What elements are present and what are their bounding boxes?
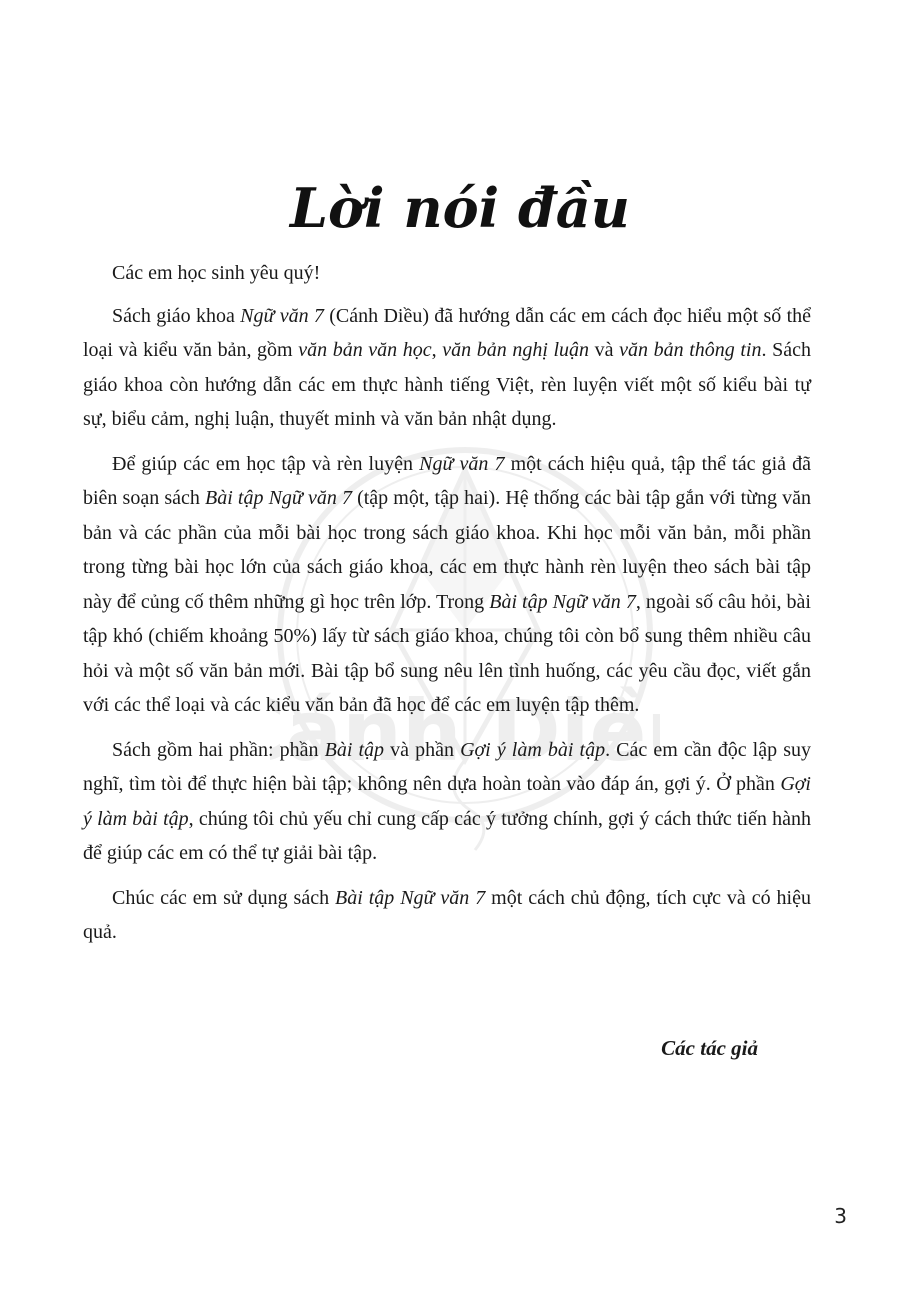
text-run: (Cánh Diều) đã hướng dẫn các em cách đọc hiểu một số thể loại và kiểu văn bản, gồm	[83, 304, 812, 361]
italic-title-run: Bài tập Ngữ văn 7	[335, 886, 486, 909]
page-number: 3	[834, 1204, 847, 1228]
italic-title-run: Ngữ văn 7	[419, 452, 505, 475]
italic-title-run: Bài tập	[324, 738, 385, 761]
page-title: Lời nói đầu	[290, 176, 630, 240]
italic-title-run: văn bản văn học	[298, 339, 432, 361]
signature: Các tác giả	[661, 1036, 758, 1060]
greeting: Các em học sinh yêu quý!	[112, 262, 321, 284]
paragraph-intro	[83, 299, 811, 437]
text-run: . Các em cần độc lập suy nghĩ, tìm tòi để thực hiện bài tập; không nên dựa hoàn toàn vào đáp án, gợi ý. Ở phần	[83, 738, 811, 795]
text-run: và	[589, 339, 620, 361]
paragraph-purpose	[83, 447, 811, 723]
text-run: , ngoài số câu hỏi, bài tập khó (chiếm khoảng 50%) lấy từ sách giáo khoa, chúng tôi còn bổ sung thêm nhiều câu hỏi và một số văn bản mới. Bài tập bổ sung nêu lên tình huống, các yêu cầu đọc, viết gắn với các thể loại và các kiểu văn bản đã học để các em luyện tập thêm.	[83, 590, 811, 716]
paragraph-structure	[83, 733, 811, 871]
text-run: Để giúp các em học tập và rèn luyện	[112, 452, 420, 475]
italic-title-run: Gợi ý làm bài tập	[83, 773, 811, 830]
text-run: ,	[431, 339, 443, 361]
italic-title-run: Gợi ý làm bài tập	[460, 738, 606, 761]
paragraph-wishes	[83, 881, 811, 950]
text-run: . Sách giáo khoa còn hướng dẫn các em thực hành tiếng Việt, rèn luyện viết một số kiểu bài tự sự, biểu cảm, nghị luận, thuyết minh và văn bản nhật dụng.	[83, 339, 811, 430]
text-run: Sách giáo khoa	[112, 304, 241, 327]
text-run: và phần	[384, 738, 461, 761]
text-run: Sách gồm hai phần: phần	[112, 738, 325, 761]
italic-title-run: Bài tập Ngữ văn 7	[489, 590, 636, 613]
text-run: Chúc các em sử dụng sách	[112, 886, 336, 909]
italic-title-run: văn bản thông tin	[619, 339, 762, 361]
italic-title-run: Ngữ văn 7	[240, 304, 324, 327]
preface-body	[83, 256, 811, 960]
text-run: , chúng tôi chủ yếu chỉ cung cấp các ý tưởng chính, gợi ý cách thức tiến hành để giúp các em có thể tự giải bài tập.	[83, 807, 812, 864]
italic-title-run: văn bản nghị luận	[442, 339, 590, 361]
svg-text:Cánh Diều: ánh Diề	[285, 682, 647, 780]
text-run: một cách chủ động, tích cực và có hiệu quả.	[83, 886, 811, 943]
text-run: (tập một, tập hai). Hệ thống các bài tập gắn với từng văn bản và các phần của mỗi bài học trong sách giáo khoa. Khi học mỗi văn bản, mỗi phần trong từng bài học lớn của sách giáo khoa, các em thực hành rèn luyện theo sách bài tập này để củng cố thêm những gì học trên lớp. Trong	[83, 487, 811, 613]
italic-title-run: Bài tập Ngữ văn 7	[205, 487, 352, 509]
text-run: một cách hiệu quả, tập thể tác giả đã biên soạn sách	[83, 452, 812, 509]
